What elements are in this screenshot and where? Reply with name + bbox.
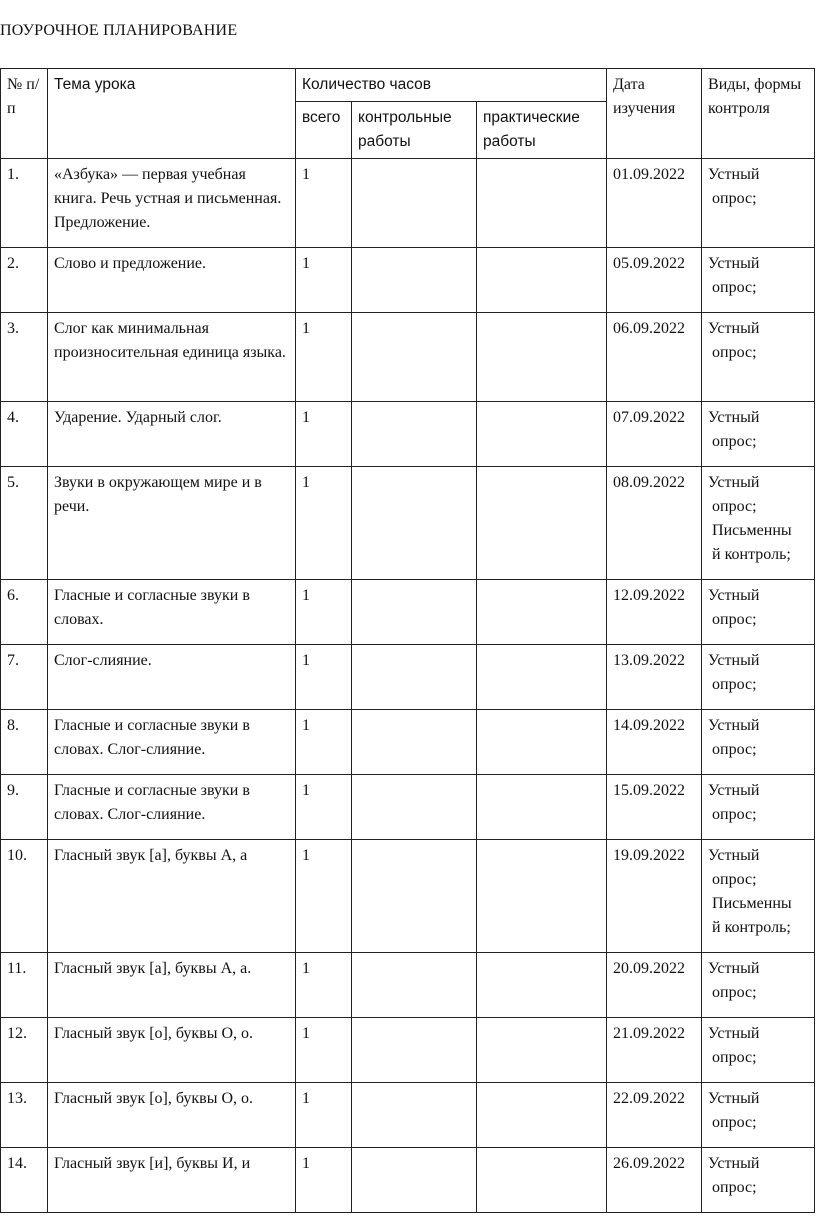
row-control-forms (702, 1018, 815, 1083)
row-practical-works (477, 710, 607, 775)
row-total-hours: 1 (296, 953, 352, 1018)
control-form-line: Устный (708, 782, 760, 799)
table-row (1, 1083, 815, 1148)
control-form-line: Устный (708, 255, 760, 272)
row-date: 20.09.2022 (607, 953, 702, 1018)
row-practical-works (477, 1018, 607, 1083)
row-control-forms (702, 840, 815, 953)
row-practical-works (477, 402, 607, 467)
row-topic: Гласный звук [о], буквы О, о. (48, 1083, 296, 1148)
row-total-hours: 1 (296, 313, 352, 402)
row-total-hours: 1 (296, 840, 352, 953)
row-control-works (352, 402, 477, 467)
row-control-works (352, 159, 477, 248)
header-total: всего (296, 102, 352, 159)
row-topic: Слог-слияние. (48, 645, 296, 710)
header-control-works: контрольные работы (352, 102, 477, 159)
table-row (1, 775, 815, 840)
row-number: 4. (1, 402, 48, 467)
control-form-line: Устный (708, 960, 760, 977)
control-form-line: опрос; (712, 984, 757, 1001)
page-title: ПОУРОЧНОЕ ПЛАНИРОВАНИЕ (0, 22, 238, 39)
row-practical-works (477, 840, 607, 953)
control-form-line: Письменны (712, 895, 792, 912)
row-date: 22.09.2022 (607, 1083, 702, 1148)
table-row (1, 402, 815, 467)
row-date: 07.09.2022 (607, 402, 702, 467)
row-date: 26.09.2022 (607, 1148, 702, 1213)
lesson-plan-table (0, 68, 815, 1213)
row-total-hours: 1 (296, 645, 352, 710)
row-date: 08.09.2022 (607, 467, 702, 580)
row-practical-works (477, 467, 607, 580)
row-control-works (352, 1018, 477, 1083)
row-topic: Слово и предложение. (48, 248, 296, 313)
row-topic: Гласный звук [а], буквы А, а (48, 840, 296, 953)
row-control-works (352, 645, 477, 710)
row-number: 1. (1, 159, 48, 248)
row-control-forms (702, 1148, 815, 1213)
row-topic: Слог как минимальная произносительная единица языка. (48, 313, 296, 402)
row-date: 01.09.2022 (607, 159, 702, 248)
table-row (1, 953, 815, 1018)
row-total-hours: 1 (296, 467, 352, 580)
table-row (1, 580, 815, 645)
row-topic: Гласные и согласные звуки в словах. (48, 580, 296, 645)
row-topic: Гласный звук [и], буквы И, и (48, 1148, 296, 1213)
control-form-line: й контроль; (712, 546, 791, 563)
row-control-forms (702, 313, 815, 402)
row-topic: Гласный звук [о], буквы О, о. (48, 1018, 296, 1083)
row-number: 3. (1, 313, 48, 402)
control-form-line: опрос; (712, 1179, 757, 1196)
row-practical-works (477, 775, 607, 840)
table-body (1, 159, 815, 1213)
table-row (1, 313, 815, 402)
row-practical-works (477, 1148, 607, 1213)
row-total-hours: 1 (296, 775, 352, 840)
row-practical-works (477, 645, 607, 710)
header-practical-works: практические работы (477, 102, 607, 159)
row-total-hours: 1 (296, 402, 352, 467)
row-control-forms (702, 953, 815, 1018)
row-control-works (352, 710, 477, 775)
row-total-hours: 1 (296, 580, 352, 645)
control-form-line: Устный (708, 409, 760, 426)
table-row (1, 645, 815, 710)
row-control-works (352, 1083, 477, 1148)
row-control-forms (702, 248, 815, 313)
row-number: 14. (1, 1148, 48, 1213)
control-form-line: Устный (708, 1090, 760, 1107)
row-practical-works (477, 580, 607, 645)
control-form-line: опрос; (712, 1049, 757, 1066)
control-form-line: опрос; (712, 1114, 757, 1131)
table-row (1, 467, 815, 580)
row-total-hours: 1 (296, 710, 352, 775)
table-row (1, 710, 815, 775)
control-form-line: опрос; (712, 611, 757, 628)
control-form-line: опрос; (712, 498, 757, 515)
row-total-hours: 1 (296, 248, 352, 313)
row-total-hours: 1 (296, 159, 352, 248)
control-form-line: Устный (708, 320, 760, 337)
row-control-works (352, 775, 477, 840)
table-row (1, 248, 815, 313)
row-control-works (352, 953, 477, 1018)
row-control-works (352, 313, 477, 402)
row-practical-works (477, 248, 607, 313)
row-date: 13.09.2022 (607, 645, 702, 710)
control-form-line: опрос; (712, 344, 757, 361)
row-date: 19.09.2022 (607, 840, 702, 953)
row-number: 5. (1, 467, 48, 580)
row-control-works (352, 467, 477, 580)
header-row (1, 69, 815, 102)
row-number: 9. (1, 775, 48, 840)
row-control-forms (702, 1083, 815, 1148)
row-date: 12.09.2022 (607, 580, 702, 645)
control-form-line: опрос; (712, 806, 757, 823)
control-form-line: Устный (708, 587, 760, 604)
row-control-works (352, 840, 477, 953)
control-form-line: опрос; (712, 433, 757, 450)
row-total-hours: 1 (296, 1018, 352, 1083)
row-date: 15.09.2022 (607, 775, 702, 840)
row-total-hours: 1 (296, 1083, 352, 1148)
row-topic: «Азбука» — первая учебная книга. Речь устная и письменная. Предложение. (48, 159, 296, 248)
row-number: 7. (1, 645, 48, 710)
row-practical-works (477, 953, 607, 1018)
row-date: 14.09.2022 (607, 710, 702, 775)
header-topic: Тема урока (48, 69, 296, 159)
row-date: 06.09.2022 (607, 313, 702, 402)
row-control-forms (702, 580, 815, 645)
row-practical-works (477, 313, 607, 402)
control-form-line: опрос; (712, 871, 757, 888)
row-control-forms (702, 710, 815, 775)
row-control-forms (702, 402, 815, 467)
header-num: № п/п (1, 69, 48, 159)
control-form-line: Устный (708, 1025, 760, 1042)
row-number: 2. (1, 248, 48, 313)
control-form-line: Устный (708, 652, 760, 669)
row-control-works (352, 1148, 477, 1213)
row-number: 6. (1, 580, 48, 645)
control-form-line: й контроль; (712, 919, 791, 936)
row-number: 8. (1, 710, 48, 775)
row-date: 05.09.2022 (607, 248, 702, 313)
row-number: 12. (1, 1018, 48, 1083)
row-practical-works (477, 159, 607, 248)
row-control-works (352, 580, 477, 645)
row-date: 21.09.2022 (607, 1018, 702, 1083)
row-topic: Гласный звук [а], буквы А, а. (48, 953, 296, 1018)
control-form-line: Устный (708, 847, 760, 864)
control-form-line: Устный (708, 1155, 760, 1172)
control-form-line: опрос; (712, 190, 757, 207)
row-number: 10. (1, 840, 48, 953)
row-practical-works (477, 1083, 607, 1148)
table-row (1, 1018, 815, 1083)
row-number: 13. (1, 1083, 48, 1148)
row-number: 11. (1, 953, 48, 1018)
row-total-hours: 1 (296, 1148, 352, 1213)
row-control-forms (702, 159, 815, 248)
control-form-line: опрос; (712, 676, 757, 693)
control-form-line: опрос; (712, 279, 757, 296)
control-form-line: Письменны (712, 522, 792, 539)
row-control-works (352, 248, 477, 313)
row-control-forms (702, 775, 815, 840)
control-form-line: опрос; (712, 741, 757, 758)
row-topic: Гласные и согласные звуки в словах. Слог-слияние. (48, 710, 296, 775)
table-row (1, 159, 815, 248)
table-row (1, 840, 815, 953)
control-form-line: Устный (708, 474, 760, 491)
control-form-line: Устный (708, 166, 760, 183)
control-form-line: Устный (708, 717, 760, 734)
row-control-forms (702, 467, 815, 580)
row-control-forms (702, 645, 815, 710)
table-row (1, 1148, 815, 1213)
header-hours: Количество часов (296, 69, 607, 102)
header-control-forms: Виды, формы контроля (702, 69, 815, 159)
row-topic: Звуки в окружающем мире и в речи. (48, 467, 296, 580)
header-date: Дата изучения (607, 69, 702, 159)
row-topic: Гласные и согласные звуки в словах. Слог-слияние. (48, 775, 296, 840)
row-topic: Ударение. Ударный слог. (48, 402, 296, 467)
